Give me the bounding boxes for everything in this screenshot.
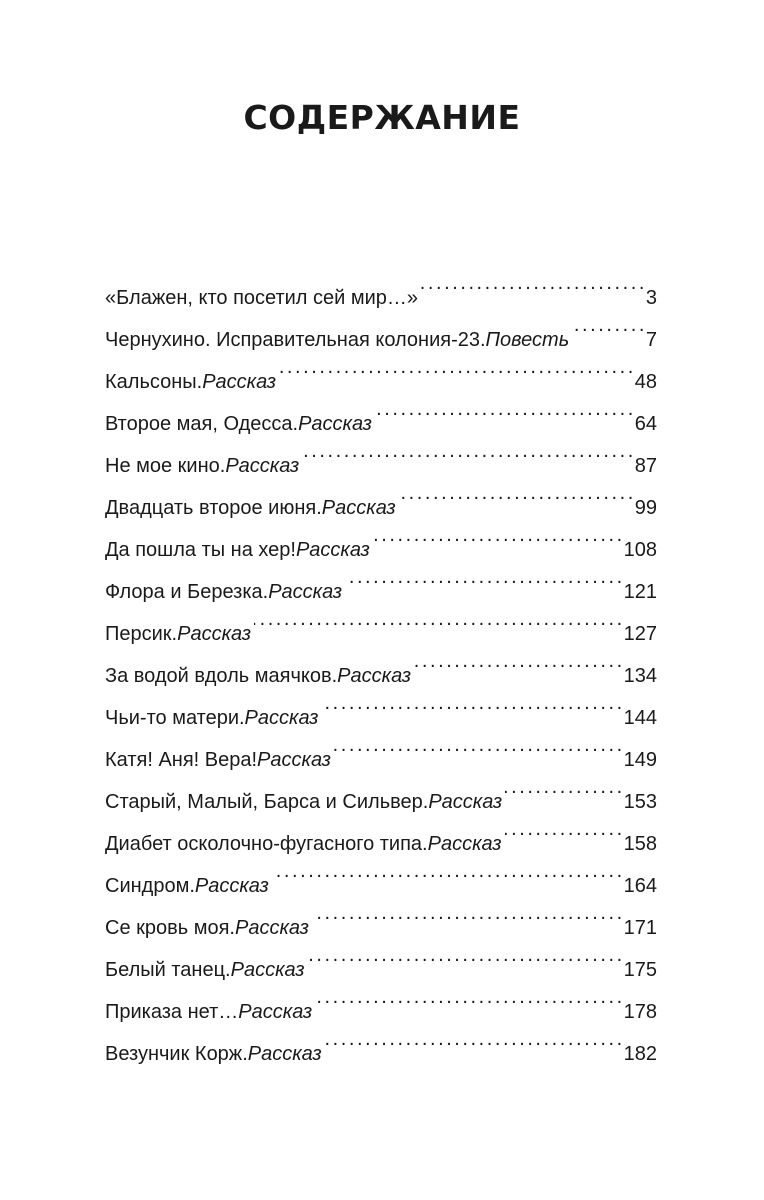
dot-leader (505, 766, 620, 808)
toc-entry-title: Синдром. (105, 875, 195, 897)
toc-entry-title: Катя! Аня! Вера! (105, 749, 258, 771)
toc-entry-title: Се кровь моя. (105, 917, 235, 939)
toc-entry-page: 99 (634, 497, 657, 519)
toc-entry-genre: Рассказ (247, 1043, 322, 1065)
dot-leader (279, 346, 632, 388)
table-of-contents (105, 262, 657, 1065)
toc-entry-genre: Рассказ (257, 749, 331, 771)
toc-entry-page: 171 (623, 917, 657, 939)
toc-entry-page: 64 (634, 413, 657, 435)
toc-entry-title: Да пошла ты на хер! (105, 539, 296, 561)
toc-entry-genre: Повесть (485, 329, 570, 351)
toc-entry-title: Двадцать второе июня. (105, 497, 322, 519)
toc-entry-genre: Рассказ (337, 665, 412, 687)
toc-entry-genre: Рассказ (244, 707, 319, 729)
toc-entry-title: Везунчик Корж. (105, 1043, 248, 1065)
toc-entry-page: 87 (634, 455, 657, 477)
toc-entry-genre: Рассказ (202, 371, 277, 393)
toc-entry-title: Приказа нет… (105, 1001, 239, 1023)
toc-entry (105, 262, 657, 309)
toc-entry-title: Кальсоны. (105, 371, 203, 393)
toc-entry-title: Флора и Березка. (105, 581, 269, 603)
toc-entry-title: Белый танец. (105, 959, 231, 981)
toc-entry-genre: Рассказ (234, 917, 309, 939)
toc-entry-page: 178 (623, 1001, 657, 1023)
toc-entry-genre: Рассказ (428, 791, 503, 813)
toc-entry-page: 7 (645, 329, 657, 351)
toc-entry-page: 153 (623, 791, 657, 813)
toc-entry-page: 108 (623, 539, 657, 561)
toc-entry-genre: Рассказ (177, 623, 251, 645)
toc-entry-genre: Рассказ (298, 413, 372, 435)
dot-leader (315, 976, 620, 1018)
toc-entry-page: 48 (634, 371, 657, 393)
toc-entry-page: 144 (623, 707, 657, 729)
toc-entry-page: 164 (623, 875, 657, 897)
toc-entry-genre: Рассказ (225, 455, 300, 477)
dot-leader (272, 850, 621, 892)
page-title: СОДЕРЖАНИЕ (243, 98, 521, 137)
toc-entry-page: 149 (623, 749, 657, 771)
dot-leader (254, 598, 621, 640)
dot-leader (414, 640, 621, 682)
toc-entry-genre: Рассказ (321, 497, 396, 519)
dot-leader (308, 934, 621, 976)
toc-entry-page: 134 (623, 665, 657, 687)
dot-leader (312, 892, 621, 934)
dot-leader (373, 514, 621, 556)
dot-leader (375, 388, 632, 430)
toc-entry-title: Старый, Малый, Барса и Сильвер. (105, 791, 429, 813)
toc-entry-title: За водой вдоль маячков. (105, 665, 338, 687)
toc-entry-title: Диабет осколочно-фугасного типа. (105, 833, 428, 855)
toc-entry-page: 182 (623, 1043, 657, 1065)
toc-entry-title: Не мое кино. (105, 455, 226, 477)
toc-entry-title: Чьи-то матери. (105, 707, 245, 729)
toc-entry-title: Чернухино. Исправительная колония-23. (105, 329, 486, 351)
dot-leader (321, 682, 620, 724)
toc-entry-page: 121 (623, 581, 657, 603)
toc-entry-genre: Рассказ (230, 959, 305, 981)
dot-leader (572, 304, 643, 346)
dot-leader (325, 1018, 621, 1060)
toc-entry-genre: Рассказ (427, 833, 502, 855)
toc-entry-genre: Рассказ (295, 539, 370, 561)
toc-entry-title: «Блажен, кто посетил сей мир…» (105, 287, 419, 309)
dot-leader (345, 556, 621, 598)
toc-entry-title: Персик. (105, 623, 178, 645)
toc-entry-page: 127 (623, 623, 657, 645)
dot-leader (421, 262, 643, 304)
toc-entry-page: 3 (645, 287, 657, 309)
toc-entry-genre: Рассказ (238, 1001, 313, 1023)
dot-leader (505, 808, 621, 850)
toc-entry-page: 158 (623, 833, 657, 855)
dot-leader (302, 430, 632, 472)
toc-entry-genre: Рассказ (268, 581, 343, 603)
toc-entry-genre: Рассказ (194, 875, 269, 897)
dot-leader (334, 724, 621, 766)
toc-entry-page: 175 (623, 959, 657, 981)
dot-leader (399, 472, 632, 514)
toc-entry-title: Второе мая, Одесса. (105, 413, 299, 435)
